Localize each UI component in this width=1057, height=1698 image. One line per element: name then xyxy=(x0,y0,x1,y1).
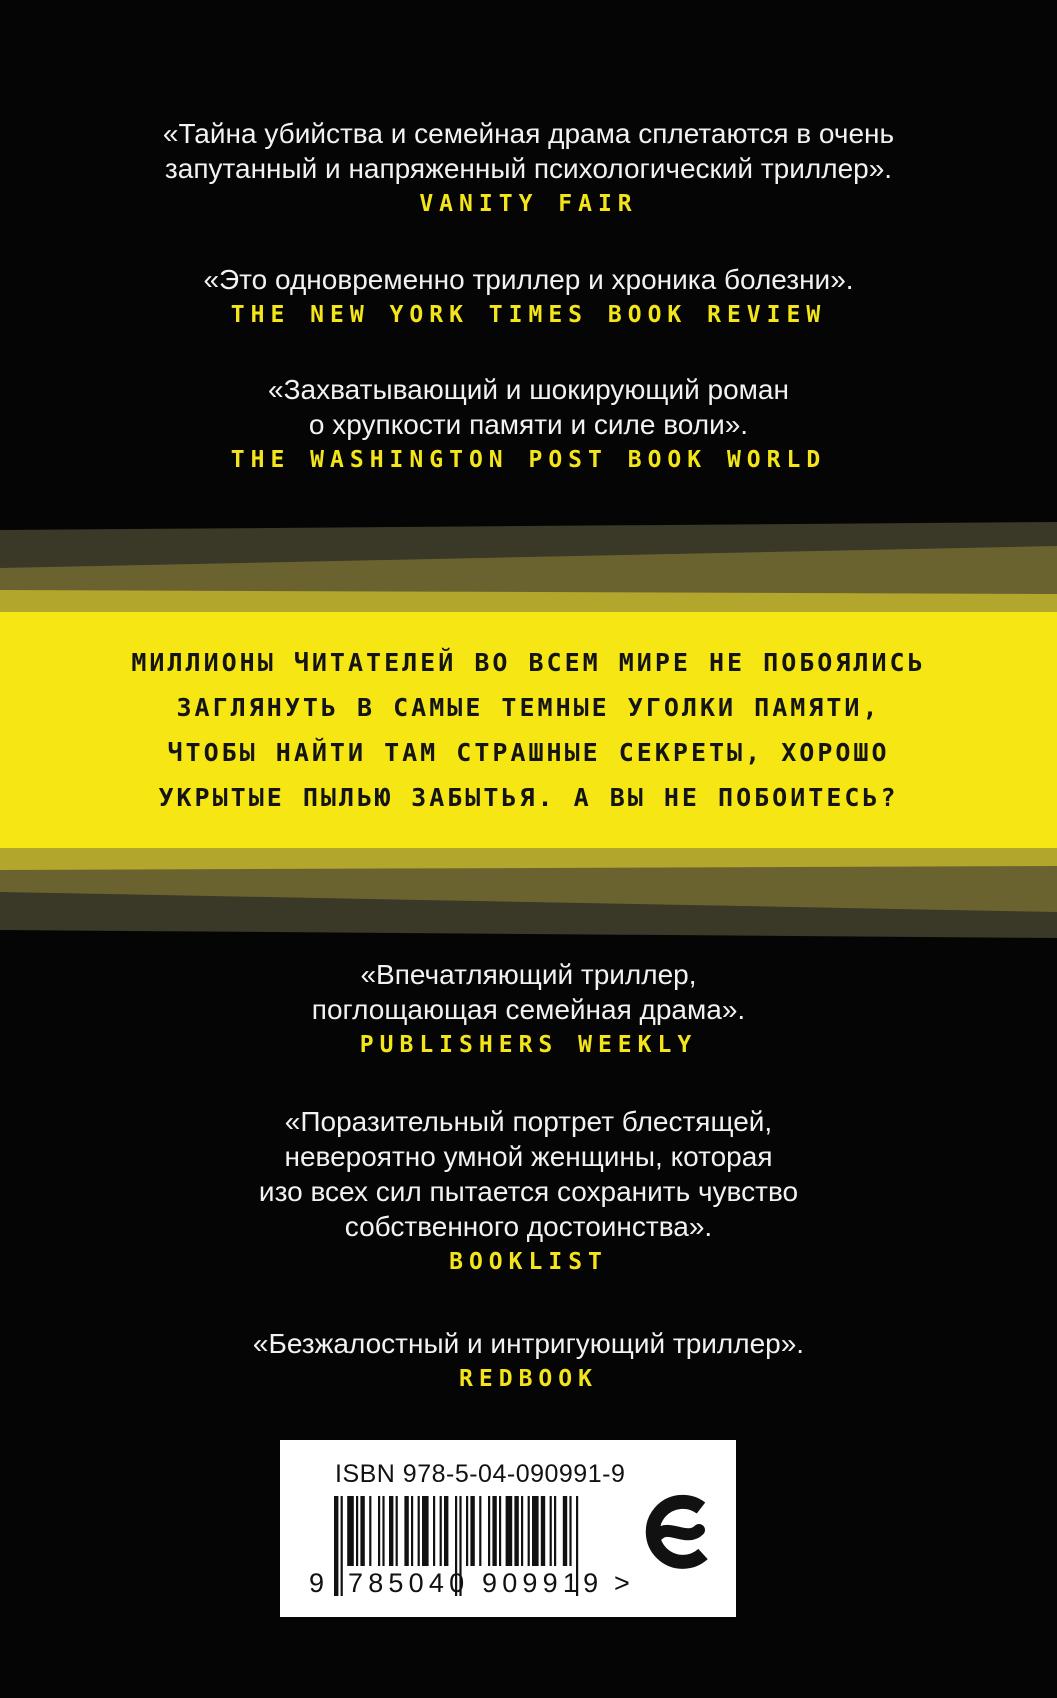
barcode-bar xyxy=(422,1496,429,1566)
quote-source: THE NEW YORK TIMES BOOK REVIEW xyxy=(230,302,827,328)
ean-first-digit: 9 xyxy=(309,1568,325,1598)
quote-line: поглощающая семейная драма». xyxy=(311,994,746,1025)
quote-line: собственного достоинства». xyxy=(344,1211,713,1242)
ean-arrow: > xyxy=(614,1568,630,1598)
quote-line: «Тайна убийства и семейная драма сплетаются в очень xyxy=(162,118,895,149)
band-line: УКРЫТЫЕ ПЫЛЬЮ ЗАБЫТЬЯ. А ВЫ НЕ ПОБОИТЕСЬ? xyxy=(158,783,899,812)
barcode-bar xyxy=(389,1496,393,1566)
quote-source: VANITY FAIR xyxy=(419,191,638,217)
quote-line: изо всех сил пытается сохранить чувство xyxy=(258,1176,799,1207)
barcode-bar xyxy=(382,1496,384,1566)
quote-line: запутанный и напряженный психологический триллер». xyxy=(164,153,893,184)
eksmo-e-logo-icon xyxy=(639,1486,717,1582)
barcode-bar xyxy=(347,1496,354,1566)
quote-source: REDBOOK xyxy=(459,1366,598,1392)
quote-booklist xyxy=(0,1104,1057,1279)
barcode-bar xyxy=(334,1496,338,1596)
quote-source: PUBLISHERS WEEKLY xyxy=(359,1032,698,1058)
band-line: МИЛЛИОНЫ ЧИТАТЕЛЕЙ ВО ВСЕМ МИРЕ НЕ ПОБОЯЛИСЬ xyxy=(131,648,926,677)
barcode-bar xyxy=(506,1496,513,1566)
barcode-bar xyxy=(341,1496,343,1596)
band-text xyxy=(0,640,1057,820)
barcode-bar xyxy=(492,1496,496,1566)
band-line: ЧТОБЫ НАЙТИ ТАМ СТРАШНЫЕ СЕКРЕТЫ, ХОРОШО xyxy=(167,738,890,767)
quote-nyt-book-review xyxy=(0,262,1057,332)
quote-line: «Безжалостный и интригующий триллер». xyxy=(252,1328,805,1359)
barcode-bar xyxy=(499,1496,501,1566)
barcode-bar xyxy=(418,1496,420,1566)
band-line: ЗАГЛЯНУТЬ В САМЫЕ ТЕМНЫЕ УГОЛКИ ПАМЯТИ, xyxy=(176,693,881,722)
quote-source: BOOKLIST xyxy=(449,1249,608,1275)
quote-washington-post xyxy=(0,372,1057,477)
barcode-bar xyxy=(466,1496,468,1566)
barcode-bar xyxy=(563,1496,567,1566)
barcode-bar xyxy=(554,1496,556,1566)
barcode-bar xyxy=(378,1496,380,1566)
barcode-bar xyxy=(440,1496,442,1566)
barcode-bar xyxy=(404,1496,408,1566)
quote-vanity-fair xyxy=(0,116,1057,221)
quote-line: «Это одновременно триллер и хроника болезни». xyxy=(203,264,854,295)
barcode-bar xyxy=(470,1496,474,1566)
barcode-bar xyxy=(514,1496,518,1566)
barcode-bar xyxy=(479,1496,481,1566)
barcode-bar xyxy=(369,1496,371,1566)
quote-line: невероятно умной женщины, которая xyxy=(284,1141,773,1172)
barcode-bar xyxy=(360,1496,364,1566)
barcode-bar xyxy=(396,1496,398,1566)
barcode-bar xyxy=(532,1496,539,1566)
quote-line: «Впечатляющий триллер, xyxy=(360,959,697,990)
barcode-bar xyxy=(488,1496,490,1566)
quote-redbook xyxy=(0,1326,1057,1396)
isbn-label: ISBN 978-5-04-090991-9 xyxy=(335,1460,626,1488)
barcode-panel xyxy=(280,1440,736,1617)
barcode-bar xyxy=(521,1496,523,1566)
barcode-bar xyxy=(528,1496,530,1566)
ean-digits: 785040 909919 xyxy=(348,1568,604,1598)
barcode-bar xyxy=(433,1496,435,1566)
barcode-bar xyxy=(444,1496,448,1566)
quote-line: «Захватывающий и шокирующий роман xyxy=(268,374,789,405)
quote-line: о хрупкости памяти и силе воли». xyxy=(308,409,749,440)
barcode-bar xyxy=(356,1496,358,1566)
quote-line: «Поразительный портрет блестящей, xyxy=(284,1106,773,1137)
quote-source: THE WASHINGTON POST BOOK WORLD xyxy=(230,447,827,473)
quote-publishers-weekly xyxy=(0,957,1057,1062)
barcode-bar xyxy=(550,1496,552,1566)
barcode-bar xyxy=(569,1496,571,1566)
barcode-bar xyxy=(411,1496,413,1566)
barcode-bar xyxy=(541,1496,545,1566)
